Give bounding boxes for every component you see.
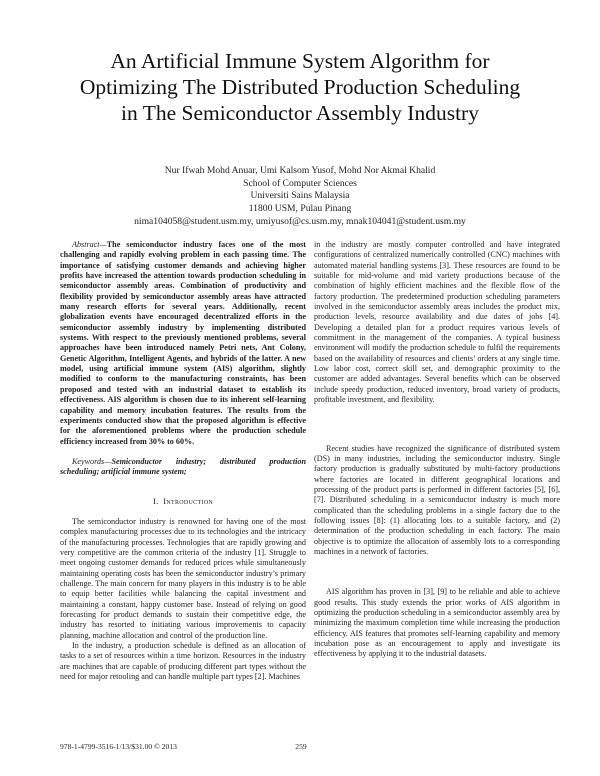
author-block [60, 165, 540, 229]
author-names: Nur Ifwah Mohd Anuar, Umi Kalsom Yusof, Mohd Nor Akmal Khalid [164, 165, 436, 176]
title-line-1: An Artificial Immune System Algorithm for [110, 49, 490, 73]
title-line-3: in The Semiconductor Assembly Industry [121, 101, 479, 125]
left-paragraph-2: In the industry, a production schedule is defined as an allocation of tasks to a set of resources within a time horizon. Resources in the industry are machines that are capable of producing different part types without the need for major retooling and can handle multiple part types [2]. Machines [60, 641, 306, 682]
page-number: 259 [295, 742, 307, 751]
right-paragraph-3: AIS algorithm has proven in [3], [9] to be reliable and able to achieve good results. This study extends the prior works of AIS algorithm in optimizing the production scheduling in a semiconductor assembly area by minimizing the maximum completion time while increasing the production efficiency. AIS features that promotes self-learning capability and memory incubation pose as an encouragement to apply and investigate its effectiveness by applying it to the industrial datasets. [314, 587, 560, 659]
author-school: School of Computer Sciences [243, 177, 357, 189]
keywords-text: Semiconductor industry; distributed production scheduling; artificial immune system; [60, 456, 306, 477]
section-title: Introduction [163, 496, 213, 506]
section-numeral: I. [152, 496, 159, 506]
abstract [60, 240, 306, 447]
keywords-lead: Keywords— [72, 456, 112, 466]
section-heading-introduction [60, 497, 306, 507]
keywords [60, 457, 306, 478]
right-column [314, 240, 560, 660]
left-paragraph-1: The semiconductor industry is renowned for having one of the most complex manufacturing processes due to its technologies and the intricacy of the manufacturing processes. Technologies that are rapidly growing and very competitive are the common criteria of the industry [1]. Struggle to meet ongoing customer demands for reduced prices while simultaneously maintaining operating costs has been the semiconductor industry’s primary challenge. The main concern for many players in this industry is to be able to equip better facilities while balancing the capital investment and maintaining a constant, happy customer base. Instead of relying on good forecasting for product demands to sustain their competitive edge, the industry has resorted to initiating various improvements to capacity planning, machine allocation and control of the production line. [60, 516, 306, 640]
right-paragraph-1: in the industry are mostly computer controlled and have integrated configurations of centralized numerically controlled (CNC) machines with automated material handling systems [3]. These resources are found to be suitable for mid-volume and mid variety productions because of the combination of highly efficient machines and the flexible flow of the factory production. The predetermined production scheduling parameters involved in the semiconductor assembly areas includes the product mix, production levels, resource availability and due dates of jobs [4]. Developing a detailed plan for a product requires various levels of commitment in the management of the companies. A typical business environment will modify the production schedule to fulfil the requirements based on the availability of resources and clients’ orders at any single time. Low labor cost, correct skill set, and demographic proximity to the customer are added advantages. Several benefits which can be observed include speedy production, reduced inventory, broad variety of products, profitable investment, and flexibility. [314, 240, 560, 405]
footer-isbn: 978-1-4799-3516-1/13/$31.00 © 2013 [60, 742, 177, 751]
author-address: 11800 USM, Pulau Pinang [248, 203, 352, 215]
left-column [60, 240, 306, 682]
title-line-2: Optimizing The Distributed Production Scheduling [79, 75, 521, 99]
abstract-lead: Abstract— [72, 240, 107, 249]
author-emails: nima104058@student.usm.my, umiyusof@cs.usm.my, mnak104041@student.usm.my [134, 215, 466, 227]
right-paragraph-2: Recent studies have recognized the significance of distributed system (DS) in many industries, including the semiconductor industry. Single factory production is gradually substituted by multi-factory productions where factories are located in different geographical locations and processing of the product parts is performed in different factories [5], [6], [7]. Distributed scheduling in a semiconductor industry is much more complicated than the scheduling problems in a single factory due to the following issues [8]: (1) allocating lots to a suitable factory, and (2) determination of the production scheduling in each factory. The main objective is to optimize the allocation of assembly lots to a corresponding machines in a network of factories. [314, 443, 560, 556]
author-university: Universiti Sains Malaysia [250, 190, 350, 202]
paper-title [40, 48, 560, 126]
abstract-text: The semiconductor industry faces one of the most challenging and rapidly evolving problem in each passing time. The importance of satisfying customer demands and achieving higher profits have increased the attention towards production scheduling in semiconductor assembly areas. Combination of productivity and flexibility provided by semiconductor assembly areas have attracted many research efforts for several years. Additionally, recent globalization events have encouraged decentralized efforts in the semiconductor assembly industry by implementing distributed systems. With respect to the previously mentioned problems, several approaches have been introduced namely Petri nets, Ant Colony, Genetic Algorithm, Intelligent Agents, and hybrids of the latter. A new model, using artificial immune system (AIS) algorithm, slightly modified to conform to the manufacturing constraints, has been proposed and tested with an industrial dataset to establish its effectiveness. AIS algorithm is chosen due to its inherent self-learning capability and memory incubation features. The results from the experiments conducted show that the proposed algorithm is effective for the aforementioned problems where the production schedule efficiency increased from 30% to 60%. [60, 240, 306, 446]
